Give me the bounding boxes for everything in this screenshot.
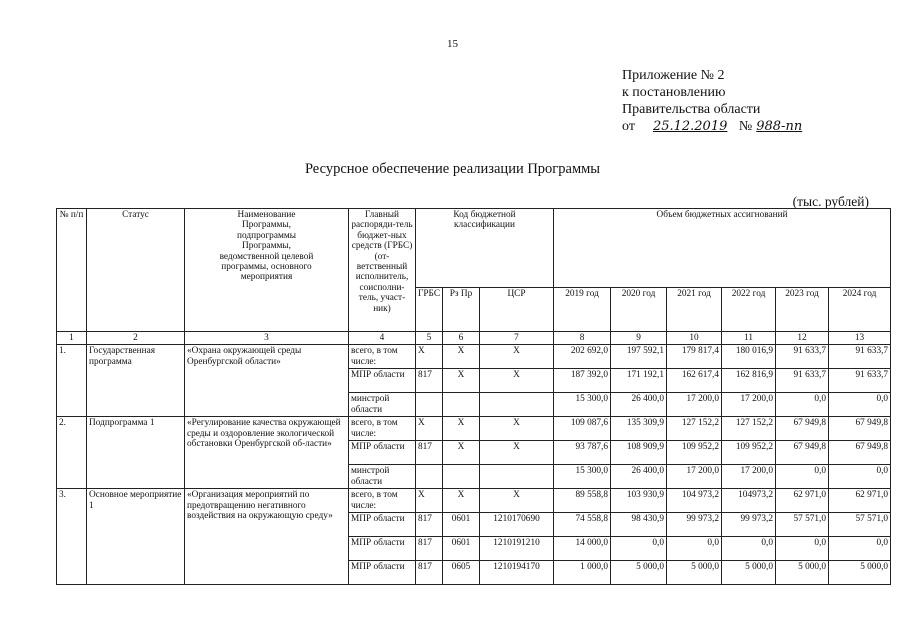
row-code-csr: X xyxy=(480,369,554,393)
row-amount-2023: 0,0 xyxy=(776,537,829,561)
row-code-csr: 1210191210 xyxy=(480,537,554,561)
column-number-row xyxy=(57,332,891,345)
decree-date: 25.12.2019 xyxy=(652,119,728,134)
row-amount-2024: 57 571,0 xyxy=(829,513,891,537)
row-code-grbs: 817 xyxy=(416,537,443,561)
row-status: Государственная программа xyxy=(87,345,185,417)
row-code-grbs: 817 xyxy=(416,441,443,465)
row-status: Подпрограмма 1 xyxy=(87,417,185,489)
header-year-1: 2019 год xyxy=(554,287,611,331)
row-amount-2020: 0,0 xyxy=(611,537,667,561)
row-responsible: всего, в том числе: xyxy=(349,417,416,441)
column-number: 12 xyxy=(776,332,829,345)
row-responsible: МПР области xyxy=(349,369,416,393)
row-amount-2021: 104 973,2 xyxy=(667,489,722,513)
column-number: 2 xyxy=(87,332,185,345)
table-row xyxy=(57,345,891,369)
row-amount-2024: 0,0 xyxy=(829,393,891,417)
row-code-rzpr: X xyxy=(443,417,480,441)
column-number: 10 xyxy=(667,332,722,345)
row-amount-2023: 67 949,8 xyxy=(776,417,829,441)
row-code-grbs xyxy=(416,465,443,489)
row-code-csr xyxy=(480,393,554,417)
row-responsible: МПР области xyxy=(349,561,416,585)
header-year-5: 2023 год xyxy=(776,287,829,331)
row-amount-2023: 67 949,8 xyxy=(776,441,829,465)
row-amount-2021: 0,0 xyxy=(667,537,722,561)
row-amount-2019: 74 558,8 xyxy=(554,513,611,537)
row-code-csr xyxy=(480,465,554,489)
header-status: Статус xyxy=(87,209,185,332)
row-code-grbs: X xyxy=(416,345,443,369)
decree-number: 988-пп xyxy=(756,119,803,134)
column-number: 6 xyxy=(443,332,480,345)
header-code-rzpr: Рз Пр xyxy=(443,287,480,331)
row-code-grbs: 817 xyxy=(416,369,443,393)
row-amount-2023: 57 571,0 xyxy=(776,513,829,537)
row-amount-2022: 17 200,0 xyxy=(722,393,776,417)
row-amount-2020: 98 430,9 xyxy=(611,513,667,537)
column-number: 9 xyxy=(611,332,667,345)
row-amount-2022: 127 152,2 xyxy=(722,417,776,441)
column-number: 5 xyxy=(416,332,443,345)
row-amount-2024: 91 633,7 xyxy=(829,345,891,369)
row-amount-2019: 187 392,0 xyxy=(554,369,611,393)
units-label: (тыс. рублей) xyxy=(792,194,869,209)
header-budget-code: Код бюджетной классификации xyxy=(416,209,554,288)
row-amount-2023: 91 633,7 xyxy=(776,345,829,369)
row-amount-2021: 179 817,4 xyxy=(667,345,722,369)
row-amount-2021: 127 152,2 xyxy=(667,417,722,441)
appendix-line-government: Правительства области xyxy=(622,102,761,117)
row-responsible: МПР области xyxy=(349,537,416,561)
row-code-rzpr: X xyxy=(443,345,480,369)
header-year-3: 2021 год xyxy=(667,287,722,331)
column-number: 7 xyxy=(480,332,554,345)
row-amount-2020: 26 400,0 xyxy=(611,465,667,489)
row-amount-2021: 109 952,2 xyxy=(667,441,722,465)
row-code-grbs: 817 xyxy=(416,513,443,537)
row-number: 3. xyxy=(57,489,87,585)
row-amount-2019: 109 087,6 xyxy=(554,417,611,441)
row-amount-2022: 5 000,0 xyxy=(722,561,776,585)
row-program-name: «Организация мероприятий по предотвращению негативного воздействия на окружающую среду» xyxy=(185,489,349,585)
row-code-csr: X xyxy=(480,489,554,513)
row-amount-2019: 89 558,8 xyxy=(554,489,611,513)
row-number: 2. xyxy=(57,417,87,489)
row-amount-2024: 67 949,8 xyxy=(829,417,891,441)
row-amount-2019: 202 692,0 xyxy=(554,345,611,369)
appendix-line-decree: к постановлению xyxy=(622,85,726,100)
row-code-csr: X xyxy=(480,441,554,465)
row-code-csr: X xyxy=(480,417,554,441)
row-amount-2019: 15 300,0 xyxy=(554,465,611,489)
row-code-csr: 1210170690 xyxy=(480,513,554,537)
row-amount-2020: 135 309,9 xyxy=(611,417,667,441)
row-amount-2023: 0,0 xyxy=(776,393,829,417)
row-amount-2022: 0,0 xyxy=(722,537,776,561)
row-amount-2021: 162 617,4 xyxy=(667,369,722,393)
row-responsible: МПР области xyxy=(349,441,416,465)
row-amount-2020: 5 000,0 xyxy=(611,561,667,585)
row-code-grbs: X xyxy=(416,489,443,513)
row-amount-2022: 109 952,2 xyxy=(722,441,776,465)
row-number: 1. xyxy=(57,345,87,417)
column-number: 3 xyxy=(185,332,349,345)
row-code-rzpr xyxy=(443,465,480,489)
row-code-grbs: X xyxy=(416,417,443,441)
row-amount-2023: 91 633,7 xyxy=(776,369,829,393)
from-label: от xyxy=(622,119,635,134)
row-amount-2022: 162 816,9 xyxy=(722,369,776,393)
appendix-title: Приложение № 2 xyxy=(622,68,725,83)
row-amount-2019: 15 300,0 xyxy=(554,393,611,417)
column-number: 13 xyxy=(829,332,891,345)
column-number: 8 xyxy=(554,332,611,345)
table-row xyxy=(57,489,891,513)
row-amount-2020: 197 592,1 xyxy=(611,345,667,369)
column-number: 4 xyxy=(349,332,416,345)
row-amount-2023: 0,0 xyxy=(776,465,829,489)
row-amount-2024: 67 949,8 xyxy=(829,441,891,465)
row-amount-2021: 99 973,2 xyxy=(667,513,722,537)
row-code-grbs xyxy=(416,393,443,417)
row-program-name: «Регулирование качества окружающей среды и оздоровление экологической обстановки Оренбургской об-ласти» xyxy=(185,417,349,489)
row-code-csr: 1210194170 xyxy=(480,561,554,585)
header-year-4: 2022 год xyxy=(722,287,776,331)
row-amount-2024: 0,0 xyxy=(829,465,891,489)
row-code-csr: X xyxy=(480,345,554,369)
row-amount-2021: 17 200,0 xyxy=(667,465,722,489)
row-code-rzpr xyxy=(443,393,480,417)
row-amount-2022: 99 973,2 xyxy=(722,513,776,537)
row-code-rzpr: X xyxy=(443,369,480,393)
row-amount-2021: 17 200,0 xyxy=(667,393,722,417)
row-amount-2019: 14 000,0 xyxy=(554,537,611,561)
row-amount-2023: 62 971,0 xyxy=(776,489,829,513)
row-code-rzpr: X xyxy=(443,489,480,513)
table-row xyxy=(57,417,891,441)
row-status: Основное мероприятие 1 xyxy=(87,489,185,585)
header-code-csr: ЦСР xyxy=(480,287,554,331)
row-program-name: «Охрана окружающей среды Оренбургской области» xyxy=(185,345,349,417)
header-name: Наименование Программы, подпрограммы Программы, ведомственной целевой программы, основного мероприятия xyxy=(185,209,349,332)
resource-table xyxy=(56,208,891,585)
column-number: 11 xyxy=(722,332,776,345)
row-code-rzpr: 0601 xyxy=(443,513,480,537)
row-amount-2022: 180 016,9 xyxy=(722,345,776,369)
number-label: № xyxy=(738,119,753,134)
appendix-date-line xyxy=(622,118,806,135)
header-row-1 xyxy=(57,209,891,288)
row-code-rzpr: 0605 xyxy=(443,561,480,585)
row-amount-2021: 5 000,0 xyxy=(667,561,722,585)
page-number: 15 xyxy=(447,38,458,50)
row-code-rzpr: X xyxy=(443,441,480,465)
header-grbs: Главный распоряди-тель бюджет-ных средств (ГРБС) (от-ветственный исполнитель, соисполни-тель, участ-ник) xyxy=(349,209,416,332)
row-amount-2024: 0,0 xyxy=(829,537,891,561)
row-amount-2024: 62 971,0 xyxy=(829,489,891,513)
row-responsible: всего, в том числе: xyxy=(349,345,416,369)
row-amount-2019: 93 787,6 xyxy=(554,441,611,465)
row-amount-2022: 17 200,0 xyxy=(722,465,776,489)
header-code-grbs: ГРБС xyxy=(416,287,443,331)
appendix-block xyxy=(622,67,806,135)
row-amount-2024: 5 000,0 xyxy=(829,561,891,585)
row-amount-2022: 104973,2 xyxy=(722,489,776,513)
row-responsible: минстрой области xyxy=(349,465,416,489)
row-amount-2023: 5 000,0 xyxy=(776,561,829,585)
row-amount-2019: 1 000,0 xyxy=(554,561,611,585)
header-num: № п/п xyxy=(57,209,87,332)
row-responsible: минстрой области xyxy=(349,393,416,417)
row-amount-2020: 26 400,0 xyxy=(611,393,667,417)
row-responsible: всего, в том числе: xyxy=(349,489,416,513)
column-number: 1 xyxy=(57,332,87,345)
row-code-rzpr: 0601 xyxy=(443,537,480,561)
row-code-grbs: 817 xyxy=(416,561,443,585)
header-allocations: Объем бюджетных ассигнований xyxy=(554,209,891,288)
row-amount-2020: 171 192,1 xyxy=(611,369,667,393)
header-year-6: 2024 год xyxy=(829,287,891,331)
row-amount-2024: 91 633,7 xyxy=(829,369,891,393)
row-amount-2020: 103 930,9 xyxy=(611,489,667,513)
document-title: Ресурсное обеспечение реализации Программы xyxy=(304,161,601,177)
row-amount-2020: 108 909,9 xyxy=(611,441,667,465)
row-responsible: МПР области xyxy=(349,513,416,537)
header-year-2: 2020 год xyxy=(611,287,667,331)
